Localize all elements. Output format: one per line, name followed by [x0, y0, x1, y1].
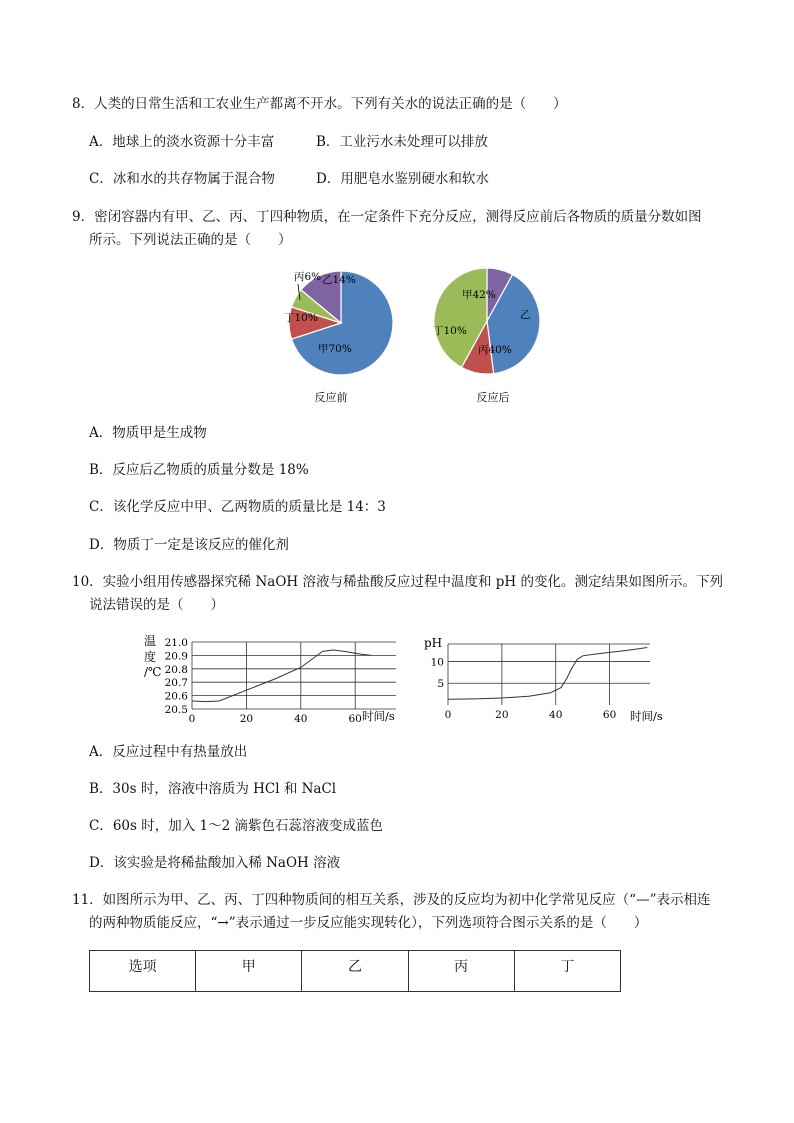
temp-xtick-label-3: 60: [348, 713, 362, 725]
ph-xtick-label-2: 40: [549, 709, 563, 721]
q9-option-d[interactable]: D．物质丁一定是该反应的催化剂: [89, 537, 289, 553]
temp-ytick-label-0: 20.5: [164, 704, 188, 716]
temp-ylabel-2: 度: [144, 650, 157, 664]
temp-xtick-label-1: 20: [239, 713, 254, 725]
ph-xtick-label-3: 60: [602, 709, 617, 721]
temp-ylabel-3: /℃: [144, 665, 162, 679]
q9-stem-line2: 所示。下列说法正确的是（ ）: [89, 232, 292, 248]
ph-xlabel: 时间/s: [630, 709, 663, 723]
temp-ylabel-1: 温: [144, 634, 157, 648]
ph-line-chart: [420, 630, 680, 726]
pie-before-label-yi-char: 乙14%: [322, 274, 356, 286]
pie-after-label-ding: 丁10%: [433, 325, 467, 337]
pie-before-label-bing: 丙6%: [294, 271, 322, 283]
q9-option-c[interactable]: C．该化学反应中甲、乙两物质的质量比是 14：3: [89, 499, 386, 515]
temp-ytick-label-2: 20.7: [164, 677, 188, 690]
ph-ytick-label-1: 10: [430, 656, 444, 669]
q9-stem-line1: 9．密闭容器内有甲、乙、丙、丁四种物质，在一定条件下充分反应，测得反应前后各物质的质量分数如图: [72, 209, 702, 225]
table-row: [90, 951, 621, 992]
temp-ytick-label-4: 20.9: [164, 650, 188, 663]
q8-option-b[interactable]: B．工业污水未处理可以排放: [316, 134, 488, 150]
q10-option-c[interactable]: C．60s 时，加入 1～2 滴紫色石蕊溶液变成蓝色: [89, 818, 383, 834]
temperature-line-chart: [140, 630, 410, 726]
pie-before-title: 反应前: [314, 391, 348, 404]
temperature-series-line: [192, 650, 372, 702]
table-header-ding: 丁: [514, 951, 620, 992]
q9-option-b[interactable]: B．反应后乙物质的质量分数是 18%: [89, 462, 309, 478]
q10-option-b[interactable]: B．30s 时，溶液中溶质为 HCl 和 NaCl: [89, 781, 337, 797]
q8-stem: 8．人类的日常生活和工农业生产都离不开水。下列有关水的说法正确的是（ ）: [72, 96, 567, 112]
table-header-option: 选项: [90, 951, 196, 992]
q11-stem-line1: 11．如图所示为甲、乙、丙、丁四种物质间的相互关系，涉及的反应均为初中化学常见反应（“—”表示相连: [72, 892, 711, 908]
temp-xlabel: 时间/s: [362, 709, 395, 723]
ph-xtick-label-0: 0: [444, 709, 452, 721]
pie-chart-before: [262, 262, 402, 412]
q8-option-d[interactable]: D．用肥皂水鉴别硬水和软水: [316, 171, 489, 187]
q10-option-a[interactable]: A．反应过程中有热量放出: [89, 744, 248, 760]
q10-stem-line2: 说法错误的是（ ）: [89, 597, 224, 613]
table-header-yi: 乙: [302, 951, 408, 992]
q10-option-d[interactable]: D．该实验是将稀盐酸加入稀 NaOH 溶液: [89, 855, 341, 871]
ph-series-line: [448, 648, 647, 700]
temp-xtick-label-2: 40: [294, 713, 308, 725]
q8-option-a[interactable]: A．地球上的淡水资源十分丰富: [89, 134, 275, 150]
pie-chart-after: [424, 262, 564, 412]
pie-after-title: 反应后: [476, 391, 510, 404]
q9-option-a[interactable]: A．物质甲是生成物: [89, 425, 207, 441]
temp-ytick-label-5: 21.0: [164, 637, 188, 649]
q11-stem-line2: 的两种物质能反应，“→”表示通过一步反应能实现转化），下列选项符合图示关系的是（ ）: [89, 915, 648, 931]
pie-before-label-jia: 甲70%: [318, 343, 352, 355]
q11-options-table: [89, 950, 621, 992]
table-header-bing: 丙: [408, 951, 514, 992]
temp-ytick-label-3: 20.8: [164, 663, 188, 676]
table-header-jia: 甲: [196, 951, 302, 992]
temp-ytick-label-1: 20.6: [164, 690, 188, 703]
ph-ytick-label-0: 5: [437, 678, 444, 691]
pie-after-label-yi: 乙: [520, 309, 531, 321]
pie-before-label-ding: 丁10%: [284, 312, 318, 324]
ph-ylabel: pH: [424, 636, 443, 650]
pie-after-label-jia: 甲42%: [462, 289, 496, 301]
temp-xtick-label-0: 0: [188, 713, 196, 725]
q8-option-c[interactable]: C．冰和水的共存物属于混合物: [89, 171, 275, 187]
q10-stem-line1: 10．实验小组用传感器探究稀 NaOH 溶液与稀盐酸反应过程中温度和 pH 的变化。测定结果如图所示。下列: [72, 574, 723, 590]
ph-xtick-label-1: 20: [495, 709, 509, 721]
pie-after-label-bing: 丙40%: [478, 344, 512, 356]
